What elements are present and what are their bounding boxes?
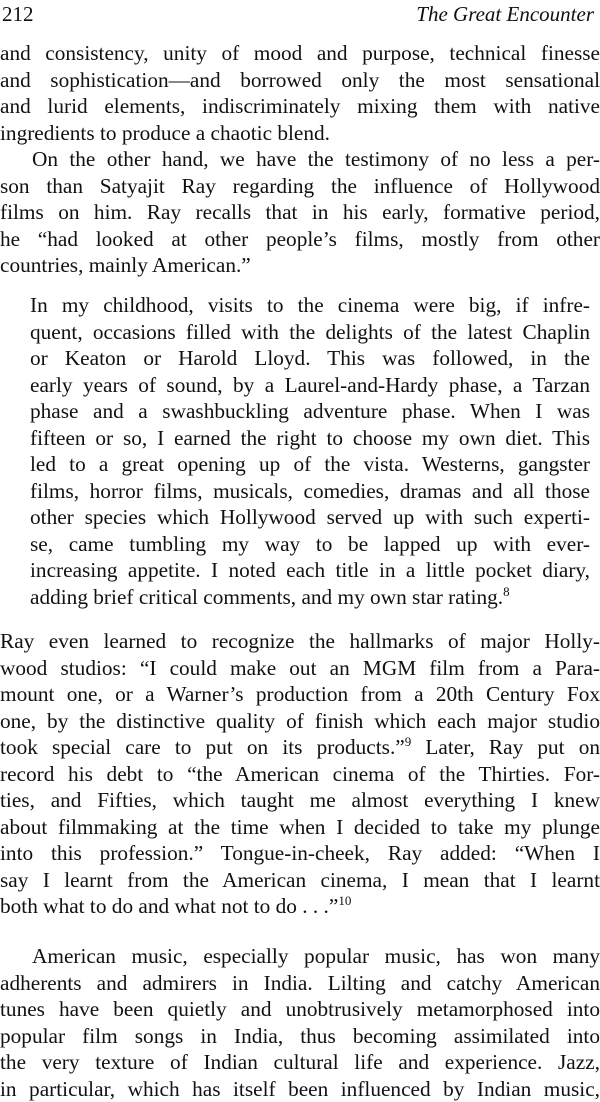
text-line: into this profession.” Tongue-in-cheek, Ray added: “When I [0, 840, 600, 867]
text-line: about filmmaking at the time when I decided to take my plunge [0, 814, 600, 841]
quote-line: In my childhood, visits to the cinema were big, if infre- [0, 292, 600, 319]
text-line: record his debt to “the American cinema of the Thirties. For- [0, 761, 600, 788]
quote-line: phase and a swashbuckling adventure phase. When I was [0, 398, 600, 425]
text-line: American music, especially popular music, has won many [0, 943, 600, 970]
text-line: films on him. Ray recalls that in his early, formative period, [0, 199, 600, 226]
text-line: ties, and Fifties, which taught me almost everything I knew [0, 787, 600, 814]
line-text: Later, Ray put on [411, 735, 600, 759]
text-line: say I learnt from the American cinema, I mean that I learnt [0, 867, 600, 894]
text-line: adherents and admirers in India. Lilting and catchy American [0, 970, 600, 997]
text-line: Ray even learned to recognize the hallmarks of major Holly- [0, 628, 600, 655]
running-head: The Great Encounter [416, 2, 594, 26]
quote-line: quent, occasions filled with the delights of the latest Chaplin [0, 319, 600, 346]
text-line: the very texture of Indian cultural life and experience. Jazz, [0, 1049, 600, 1076]
page-header [0, 0, 600, 32]
text-line-with-footnote [0, 893, 600, 920]
page-number: 212 [2, 2, 34, 26]
text-line: he “had looked at other people’s films, mostly from other [0, 226, 600, 253]
quote-line: or Keaton or Harold Lloyd. This was followed, in the [0, 345, 600, 372]
paragraph-1 [0, 40, 600, 146]
quote-line: films, horror films, musicals, comedies, dramas and all those [0, 478, 600, 505]
footnote-marker: 8 [503, 584, 510, 599]
text-line: in particular, which has itself been influenced by Indian music, [0, 1076, 600, 1102]
quote-text: adding brief critical comments, and my own star rating. [30, 585, 503, 609]
quote-line: fifteen or so, I earned the right to choose my own diet. This [0, 425, 600, 452]
footnote-marker: 9 [405, 734, 412, 749]
line-text: both what to do and what not to do . . .” [0, 894, 338, 918]
text-line: and consistency, unity of mood and purpose, technical finesse [0, 40, 600, 67]
text-line: popular film songs in India, thus becoming assimilated into [0, 1023, 600, 1050]
text-line: ingredients to produce a chaotic blend. [0, 120, 600, 147]
paragraph-3 [0, 628, 600, 920]
line-text: took special care to put on its products.” [0, 735, 405, 759]
text-line: wood studios: “I could make out an MGM film from a Para- [0, 655, 600, 682]
text-line: son than Satyajit Ray regarding the influence of Hollywood [0, 173, 600, 200]
paragraph-4 [0, 943, 600, 1102]
text-line: and lurid elements, indiscriminately mixing them with native [0, 93, 600, 120]
text-line-with-footnote [0, 734, 600, 761]
text-line: one, by the distinctive quality of finish which each major studio [0, 708, 600, 735]
quote-line: early years of sound, by a Laurel-and-Hardy phase, a Tarzan [0, 372, 600, 399]
text-line: On the other hand, we have the testimony of no less a per- [0, 146, 600, 173]
text-line: tunes have been quietly and unobtrusively metamorphosed into [0, 996, 600, 1023]
quote-line: increasing appetite. I noted each title in a little pocket diary, [0, 557, 600, 584]
paragraph-2 [0, 146, 600, 279]
quote-line-last [0, 584, 600, 611]
footnote-marker: 10 [338, 893, 351, 908]
text-line: countries, mainly American.” [0, 252, 600, 279]
block-quote [0, 292, 600, 610]
quote-line: se, came tumbling my way to be lapped up with ever- [0, 531, 600, 558]
quote-line: led to a great opening up of the vista. Westerns, gangster [0, 451, 600, 478]
text-line: and sophistication—and borrowed only the most sensational [0, 67, 600, 94]
quote-line: other species which Hollywood served up with such experti- [0, 504, 600, 531]
text-line: mount one, or a Warner’s production from a 20th Century Fox [0, 681, 600, 708]
